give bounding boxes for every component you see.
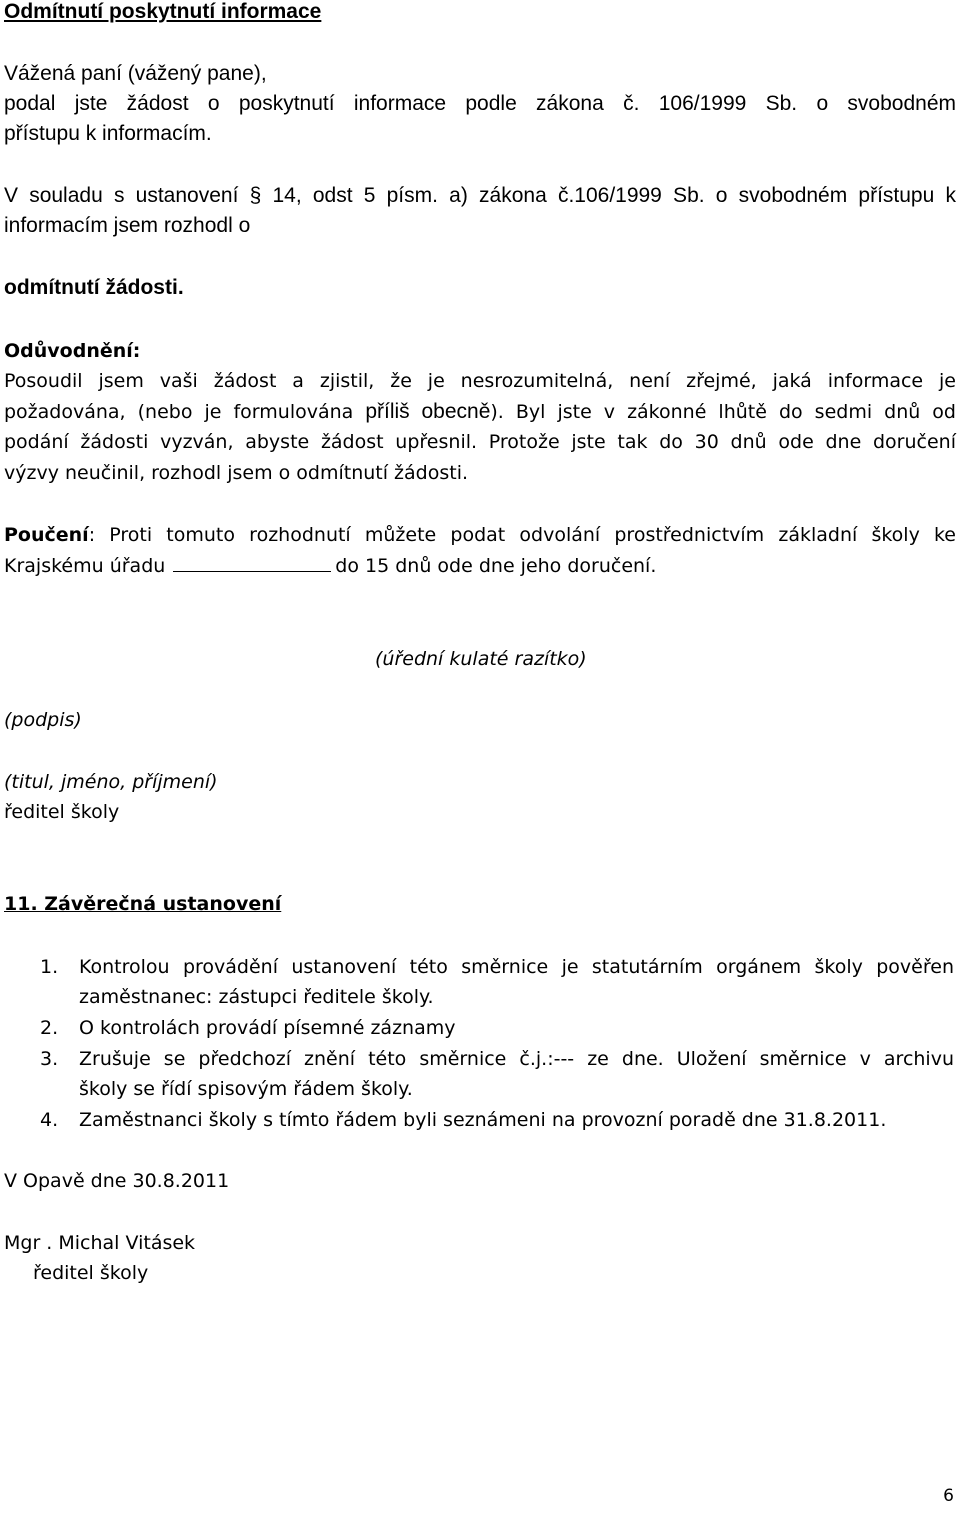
list-item-continuation: zaměstnanec: zástupci ředitele školy. (79, 986, 434, 1008)
intro-line-1: podal jste žádost o poskytnutí informace podle zákona č. 106/1999 Sb. o svobodném (4, 92, 956, 115)
instruction-line-1 (4, 520, 956, 550)
list-item: O kontrolách provádí písemné záznamy (79, 1017, 456, 1039)
instruction-text: : Proti tomuto rozhodnutí můžete podat odvolání prostřednictvím základní školy ke (88, 524, 956, 546)
instruction-label: Poučení (4, 524, 89, 546)
item-number: 2. (40, 1017, 59, 1039)
reason-line-2 (4, 397, 956, 427)
instruction-line-2 (4, 551, 656, 581)
reason-line-4: výzvy neučinil, rozhodl jsem o odmítnutí žádosti. (4, 462, 469, 484)
intro-line-2: přístupu k informacím. (4, 122, 212, 145)
item-number: 1. (40, 956, 59, 978)
signature-placeholder: (podpis) (4, 709, 82, 731)
director-name: Mgr . Michal Vitásek (4, 1232, 196, 1254)
item-number: 3. (40, 1048, 59, 1070)
reason-line-2a: požadována, (nebo je formulována (4, 401, 366, 423)
decision-line-1: V souladu s ustanovení § 14, odst 5 písm. a) zákona č.106/1999 Sb. o svobodném přístupu k (4, 184, 956, 207)
reason-line-2b: příliš obecně (365, 400, 491, 423)
director-role: ředitel školy (33, 1262, 149, 1284)
reason-heading: Odůvodnění: (4, 340, 141, 362)
salutation: Vážená paní (vážený pane), (4, 62, 267, 85)
section-heading: 11. Závěrečná ustanovení (4, 893, 282, 915)
instruction-office: Krajskému úřadu (4, 555, 166, 577)
list-item: Kontrolou provádění ustanovení této směrnice je statutárním orgánem školy pověřen (79, 956, 954, 978)
page-number: 6 (943, 1486, 954, 1506)
list-item: Zaměstnanci školy s tímto řádem byli seznámeni na provozní poradě dne 31.8.2011. (79, 1109, 887, 1131)
document-title: Odmítnutí poskytnutí informace (4, 0, 322, 23)
list-item-continuation: školy se řídí spisovým řádem školy. (79, 1078, 413, 1100)
instruction-deadline: do 15 dnů ode dne jeho doručení. (335, 555, 657, 577)
signer-name-placeholder: (titul, jméno, příjmení) (4, 771, 218, 793)
reason-line-3: podání žádosti vyzván, abyste žádost upřesnil. Protože jste tak do 30 dnů ode dne doručení (4, 431, 956, 453)
blank-line (173, 551, 331, 572)
list-item: Zrušuje se předchozí znění této směrnice č.j.:--- ze dne. Uložení směrnice v archivu (79, 1048, 954, 1070)
reason-line-1: Posoudil jsem vaši žádost a zjistil, že je nesrozumitelná, není zřejmé, jaká informace je (4, 370, 956, 392)
item-number: 4. (40, 1109, 59, 1131)
decision-line-2: informacím jsem rozhodl o (4, 214, 251, 237)
reason-line-2c: ). Byl jste v zákonné lhůtě do sedmi dnů od (490, 401, 956, 423)
decision-text: odmítnutí žádosti. (4, 276, 184, 299)
stamp-placeholder: (úřední kulaté razítko) (375, 648, 587, 670)
signer-role: ředitel školy (4, 801, 120, 823)
place-date: V Opavě dne 30.8.2011 (4, 1170, 230, 1192)
